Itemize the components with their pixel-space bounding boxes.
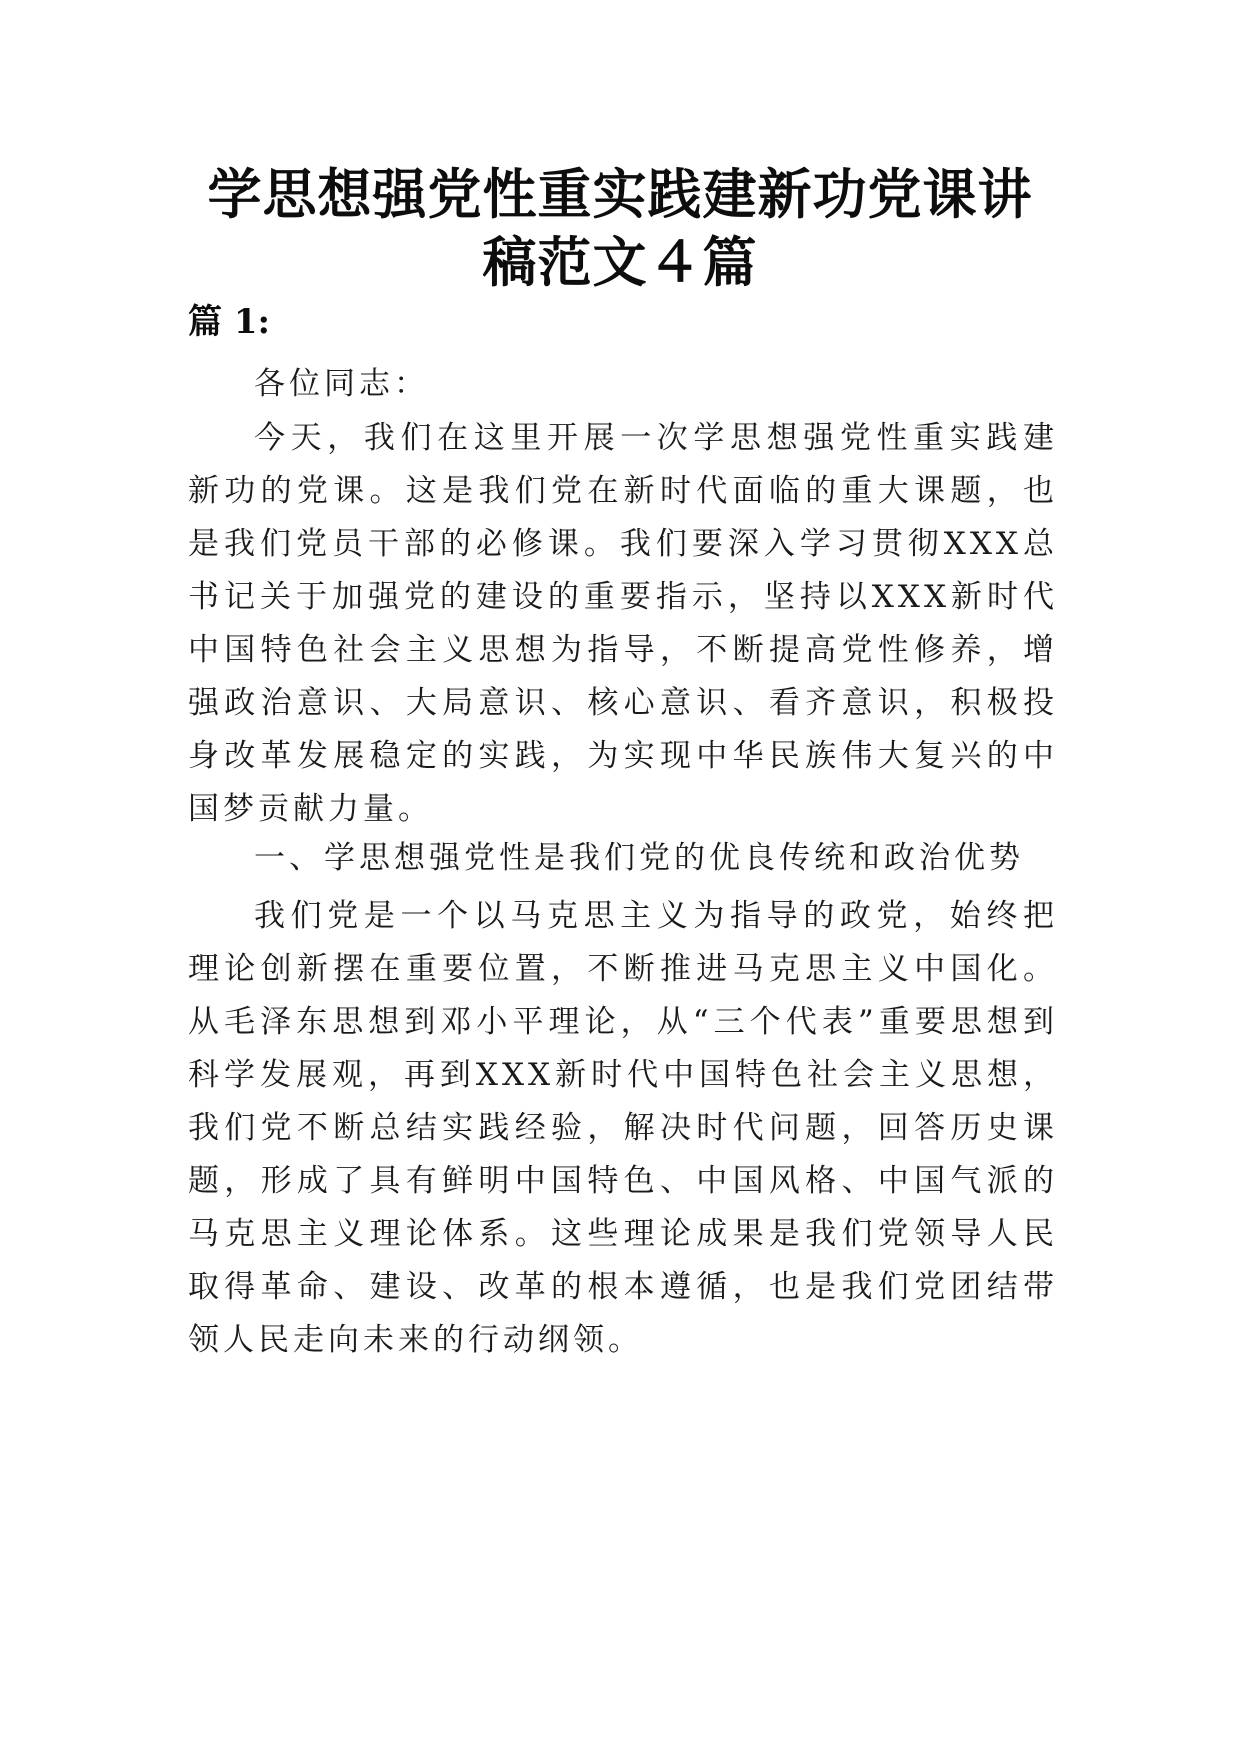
title-line-2: 稿范文４篇 <box>482 230 758 294</box>
body-paragraph-2: 我们党是一个以马克思主义为指导的政党，始终把理论创新摆在重要位置，不断推进马克思主义中国化。从毛泽东思想到邓小平理论，从“三个代表”重要思想到科学发展观，再到XXX新时代中国特色社会主义思想，我们党不断总结实践经验，解决时代问题，回答历史课题，形成了具有鲜明中国特色、中国风格、中国气派的马克思主义理论体系。这些理论成果是我们党领导人民取得革命、建设、改革的根本遵循，也是我们党团结带领人民走向未来的行动纲领。 <box>188 898 1058 1358</box>
body-paragraph-1: 今天，我们在这里开展一次学思想强党性重实践建新功的党课。这是我们党在新时代面临的重大课题，也是我们党员干部的必修课。我们要深入学习贯彻XXX总书记关于加强党的建设的重要指示，坚持以XXX新时代中国特色社会主义思想为指导，不断提高党性修养，增强政治意识、大局意识、核心意识、看齐意识，积极投身改革发展稳定的实践，为实现中华民族伟大复兴的中国梦贡献力量。 <box>188 420 1058 827</box>
document-title <box>150 160 1090 296</box>
outline-heading-1: 一、学思想强党性是我们党的优良传统和政治优势 <box>254 840 1024 876</box>
section-heading: 篇 1: <box>188 302 271 342</box>
title-line-1: 学思想强党性重实践建新功党课讲 <box>207 162 1033 226</box>
salutation: 各位同志： <box>254 366 429 402</box>
